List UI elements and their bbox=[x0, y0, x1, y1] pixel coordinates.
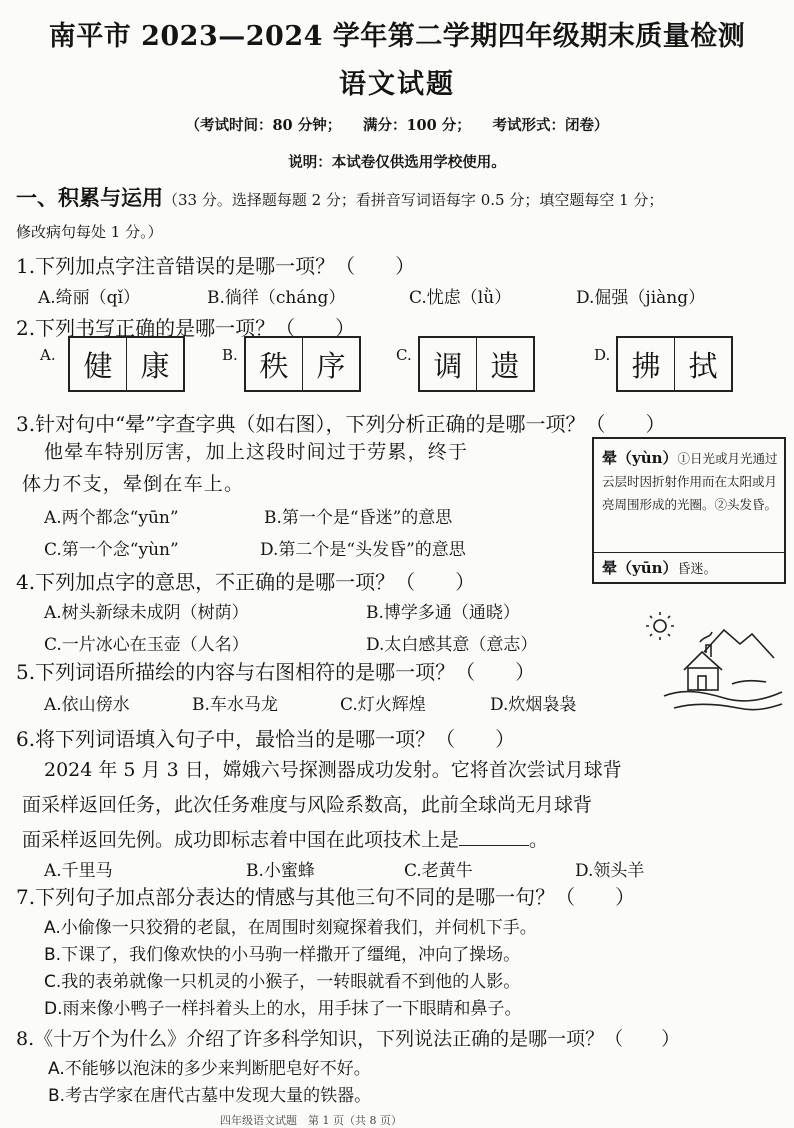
q2-label-d: D. bbox=[594, 346, 611, 364]
dict-entry-yun1 bbox=[602, 557, 717, 578]
q6-option-c: C.老黄牛 bbox=[404, 861, 473, 881]
q2-b-char1: 秩 bbox=[259, 348, 289, 383]
exam-title: 南平市 2023—2024 学年第二学期四年级期末质量检测 bbox=[48, 21, 746, 52]
q6-passage-end: 。 bbox=[529, 829, 549, 851]
q1-option-a: A.绮丽（qǐ） bbox=[38, 288, 140, 308]
dict-definition-yun1: 昏迷。 bbox=[677, 562, 717, 577]
q2-c-char2: 遗 bbox=[476, 338, 533, 390]
q2-c-char1: 调 bbox=[433, 348, 463, 383]
dict-headword-yun4: 晕（yùn） bbox=[602, 449, 678, 467]
q3-option-c: C.第一个念“yùn” bbox=[44, 540, 179, 560]
q2-box-d bbox=[616, 336, 733, 392]
section-heading bbox=[16, 182, 663, 212]
q4-option-b: B.博学多通（通晓） bbox=[366, 603, 520, 623]
q3-option-d: D.第二个是“头发昏”的意思 bbox=[260, 540, 466, 560]
q1-option-c: C.忧虑（lǜ） bbox=[409, 288, 512, 308]
q6-option-d: D.领头羊 bbox=[575, 861, 645, 881]
section-title: 一、积累与运用 bbox=[16, 185, 163, 210]
q5-option-a: A.依山傍水 bbox=[44, 695, 130, 715]
q2-box-a bbox=[68, 336, 185, 392]
q7-stem: 7.下列句子加点部分表达的情感与其他三句不同的是哪一句？（ ） bbox=[16, 885, 636, 909]
exam-info: （考试时间：80 分钟； 满分：100 分； 考试形式：闭卷） bbox=[185, 117, 609, 134]
q1-stem: 1.下列加点字注音错误的是哪一项？（ ） bbox=[16, 254, 416, 278]
q7-option-b: B.下课了，我们像欢快的小马驹一样撒开了缰绳，冲向了操场。 bbox=[44, 945, 521, 965]
q2-label-b: B. bbox=[222, 346, 238, 364]
q6-passage-line2: 面采样返回任务，此次任务难度与风险系数高，此前全球尚无月球背 bbox=[22, 794, 593, 816]
q4-option-d: D.太白感其意（意志） bbox=[366, 635, 538, 655]
q6-option-b: B.小蜜蜂 bbox=[246, 861, 315, 881]
q1-option-b: B.徜徉（cháng） bbox=[207, 288, 346, 308]
mountain-icon bbox=[704, 630, 774, 658]
q6-blank[interactable] bbox=[459, 831, 529, 846]
q2-a-char2: 康 bbox=[126, 338, 183, 390]
q2-a-char1: 健 bbox=[83, 348, 113, 383]
q4-option-a: A.树头新绿未成阴（树荫） bbox=[44, 603, 249, 623]
q5-option-d: D.炊烟袅袅 bbox=[490, 695, 577, 715]
q4-option-c: C.一片冰心在玉壶（人名） bbox=[44, 635, 249, 655]
q5-stem: 5.下列词语所描绘的内容与右图相符的是哪一项？（ ） bbox=[16, 660, 536, 684]
q6-stem: 6.将下列词语填入句子中，最恰当的是哪一项？（ ） bbox=[16, 727, 516, 751]
exam-note: 说明：本试卷仅供选用学校使用。 bbox=[288, 154, 506, 171]
q6-passage-line3 bbox=[22, 825, 548, 852]
q2-box-c bbox=[418, 336, 535, 392]
house-icon bbox=[688, 668, 718, 690]
q6-passage-text: 面采样返回先例。成功即标志着中国在此项技术上是 bbox=[22, 829, 460, 851]
q2-d-char2: 拭 bbox=[674, 338, 731, 390]
q2-stem: 2.下列书写正确的是哪一项？（ ） bbox=[16, 316, 356, 340]
dict-entry-yun4 bbox=[602, 447, 780, 516]
q2-label-c: C. bbox=[396, 346, 412, 364]
dictionary-box bbox=[592, 437, 786, 584]
q3-option-a: A.两个都念“yūn” bbox=[44, 508, 179, 528]
q5-option-b: B.车水马龙 bbox=[192, 695, 278, 715]
q4-stem: 4.下列加点字的意思，不正确的是哪一项？（ ） bbox=[16, 570, 476, 594]
house-picture bbox=[644, 612, 784, 716]
section-scoring: （33 分。选择题每题 2 分；看拼音写词语每字 0.5 分；填空题每空 1 分； bbox=[163, 191, 664, 209]
q3-passage-line1: 他晕车特别厉害，加上这段时间过于劳累，终于 bbox=[44, 441, 469, 463]
dict-headword-yun1: 晕（yūn） bbox=[602, 559, 678, 577]
q7-option-a: A.小偷像一只狡猾的老鼠，在周围时刻窥探着我们，并伺机下手。 bbox=[44, 918, 537, 938]
dict-divider bbox=[594, 552, 784, 553]
q2-d-char1: 拂 bbox=[631, 348, 661, 383]
q8-option-a: A.不能够以泡沫的多少来判断肥皂好不好。 bbox=[48, 1059, 371, 1079]
q7-option-c: C.我的表弟就像一只机灵的小猴子，一转眼就看不到他的人影。 bbox=[44, 972, 521, 992]
q2-label-a: A. bbox=[40, 346, 56, 364]
smoke-icon bbox=[700, 632, 712, 642]
q3-stem: 3.针对句中“晕”字查字典（如右图），下列分析正确的是哪一项？（ ） bbox=[16, 412, 666, 436]
q1-option-d: D.倔强（jiàng） bbox=[576, 288, 706, 308]
section-scoring-cont: 修改病句每处 1 分。） bbox=[16, 223, 163, 241]
q2-b-char2: 序 bbox=[302, 338, 359, 390]
dict-definition-yun4: ①日光或月光通过云层时因折射作用而在太阳或月亮周围形成的光圈。②头发昏。 bbox=[602, 451, 778, 512]
exam-subtitle: 语文试题 bbox=[339, 69, 455, 100]
q8-stem: 8.《十万个为什么》介绍了许多科学知识，下列说法正确的是哪一项？（ ） bbox=[16, 1028, 681, 1050]
q3-option-b: B.第一个是“昏迷”的意思 bbox=[264, 508, 453, 528]
q7-option-d: D.雨来像小鸭子一样抖着头上的水，用手抹了一下眼睛和鼻子。 bbox=[44, 999, 522, 1019]
q6-option-a: A.千里马 bbox=[44, 861, 113, 881]
q2-box-b bbox=[244, 336, 361, 392]
q6-passage-line1: 2024 年 5 月 3 日，嫦娥六号探测器成功发射。它将首次尝试月球背 bbox=[44, 759, 622, 781]
q3-passage-line2: 体力不支，晕倒在车上。 bbox=[22, 473, 245, 495]
q5-option-c: C.灯火辉煌 bbox=[340, 695, 426, 715]
sun-icon bbox=[654, 620, 666, 632]
page-footer: 四年级语文试题 第 1 页（共 8 页） bbox=[220, 1114, 402, 1127]
q8-option-b: B.考古学家在唐代古墓中发现大量的铁器。 bbox=[48, 1086, 372, 1106]
